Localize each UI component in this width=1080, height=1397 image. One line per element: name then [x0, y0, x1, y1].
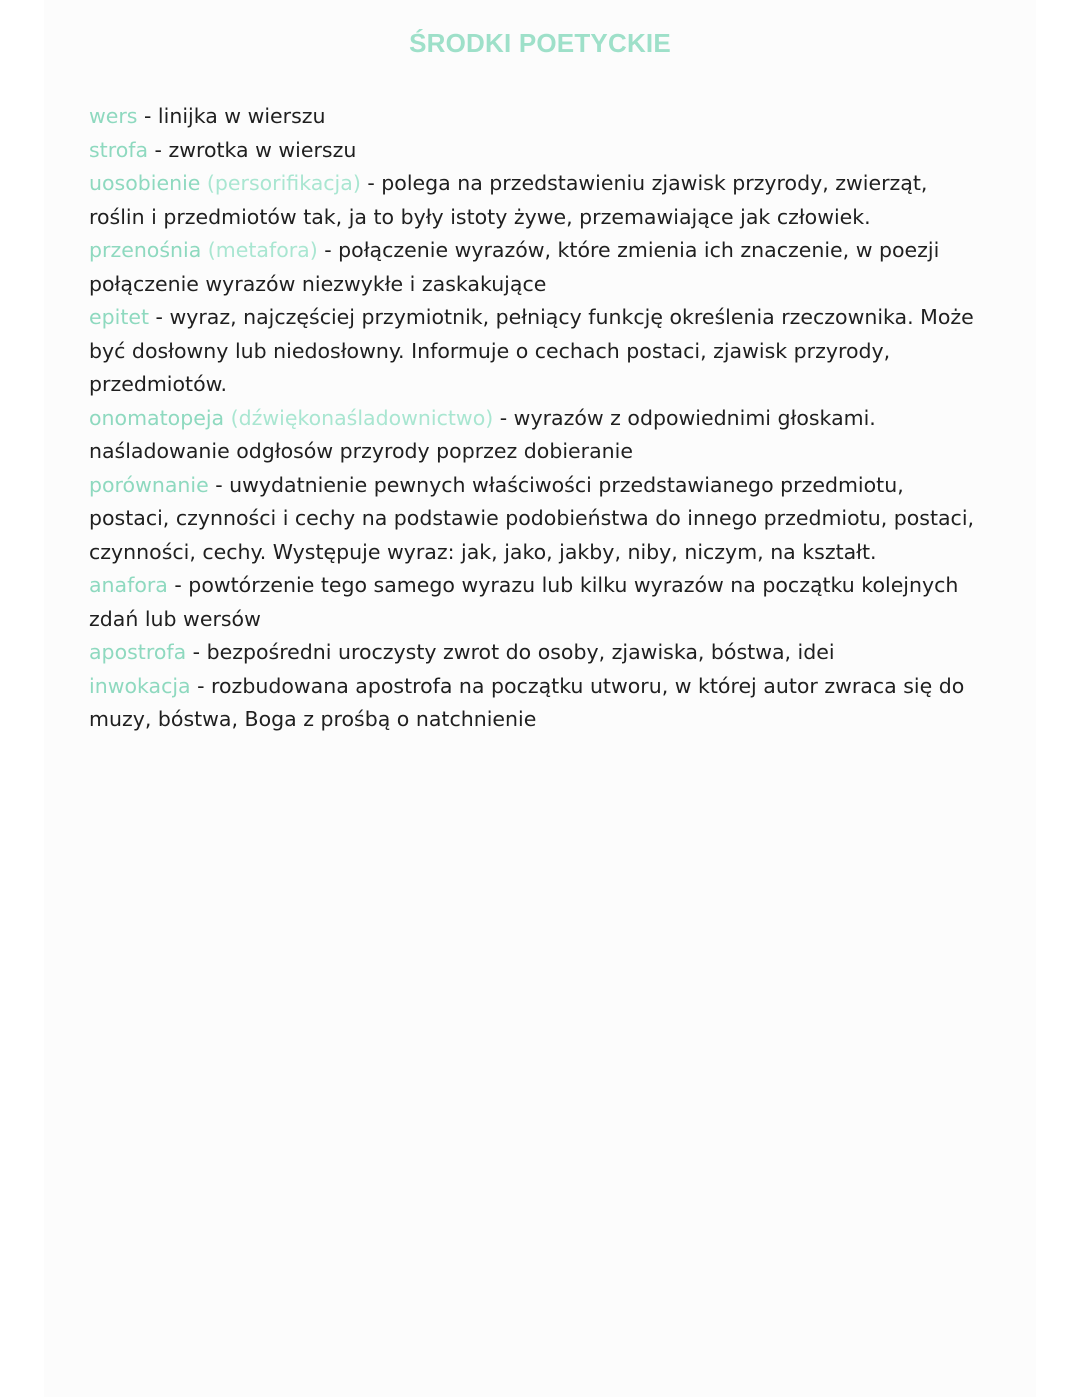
definition-entry: [89, 469, 989, 570]
entry-term: porównanie: [89, 472, 209, 497]
entry-alt-term: (persorifikacja): [200, 171, 361, 195]
entry-definition: - powtórzenie tego samego wyrazu lub kilku wyrazów na początku kolejnych zdań lub wersów: [89, 573, 959, 631]
definition-entry: [89, 167, 989, 234]
page-title: ŚRODKI POETYCKIE: [409, 28, 671, 58]
entry-definition: - wyraz, najczęściej przymiotnik, pełniący funkcję określenia rzeczownika. Może być dosłowny lub niedosłowny. Informuje o cechach postaci, zjawisk przyrody, przedmiotów.: [89, 305, 974, 396]
definition-entry: [89, 134, 989, 168]
definition-entry: [89, 402, 989, 469]
entry-term: onomatopeja: [89, 405, 225, 430]
entry-term: inwokacja: [89, 673, 191, 698]
entry-term: uosobienie: [89, 171, 201, 195]
entry-definition: - polega na przedstawieniu zjawisk przyrody, zwierząt, roślin i przedmiotów tak, ja to były istoty żywe, przemawiające jak człowiek.: [89, 171, 928, 229]
definition-entry: [89, 636, 989, 670]
entry-term: apostrofa: [89, 640, 187, 664]
entry-alt-term: (dźwiękonaśladownictwo): [224, 405, 494, 430]
entry-term: przenośnia: [89, 238, 202, 262]
entry-term: epitet: [89, 305, 150, 329]
entry-definition: - bezpośredni uroczysty zwrot do osoby, zjawiska, bóstwa, idei: [186, 640, 835, 664]
definition-entry: [89, 234, 989, 301]
entry-alt-term: (metafora): [201, 238, 318, 262]
entry-term: anafora: [89, 573, 168, 597]
entry-term: strofa: [89, 137, 149, 162]
definition-entry: [89, 569, 989, 636]
entry-definition: - uwydatnienie pewnych właściwości przedstawianego przedmiotu, postaci, czynności i cechy na podstawie podobieństwa do innego przedmiotu, postaci, czynności, cechy. Występuje wyraz: jak, jako, jakby, niby, niczym, na kształt.: [89, 472, 975, 564]
definition-entry: [89, 100, 989, 134]
definition-entry: [89, 301, 989, 402]
entry-term: wers: [89, 104, 138, 128]
entry-definition: - połączenie wyrazów, które zmienia ich znaczenie, w poezji połączenie wyrazów niezwykłe i zaskakujące: [89, 238, 940, 296]
document-page: [44, 0, 1036, 1397]
definition-entry: [89, 670, 989, 737]
entry-definition: - zwrotka w wierszu: [148, 137, 357, 162]
entry-definition: - rozbudowana apostrofa na początku utworu, w której autor zwraca się do muzy, bóstwa, Boga z prośbą o natchnienie: [89, 673, 965, 731]
definitions-list: [89, 100, 989, 737]
entry-definition: - wyrazów z odpowiednimi głoskami. naśladowanie odgłosów przyrody poprzez dobieranie: [89, 405, 876, 463]
entry-definition: - linijka w wierszu: [137, 104, 326, 128]
